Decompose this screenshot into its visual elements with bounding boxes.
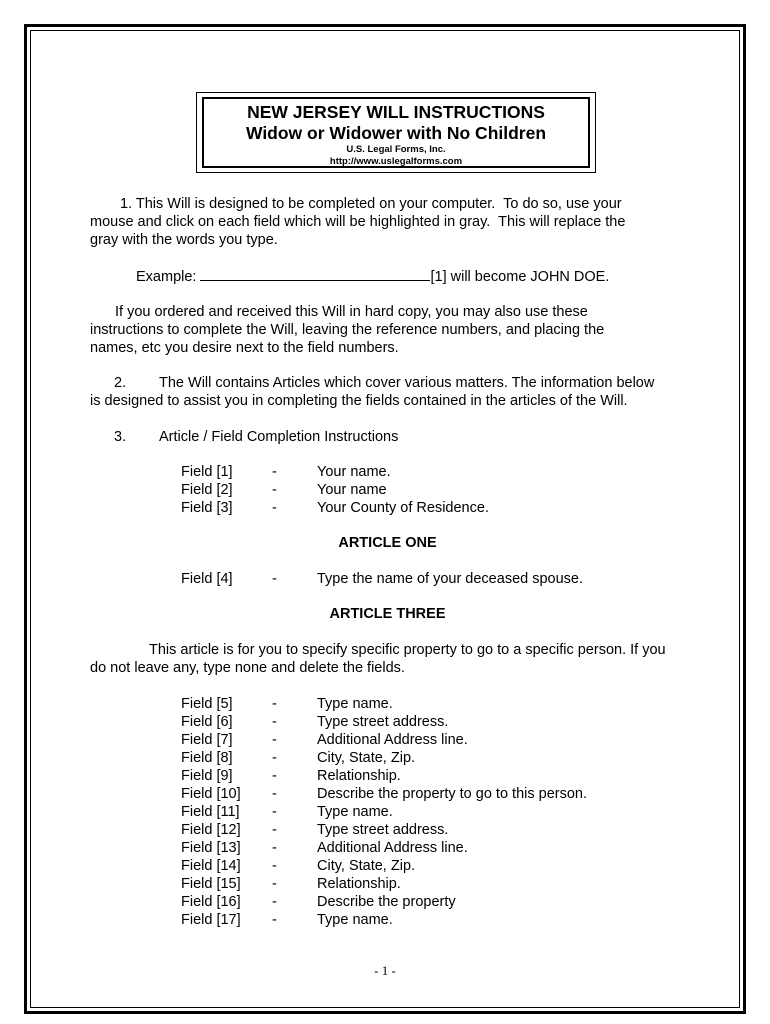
field-dash: - (272, 804, 277, 820)
field-label: Field [3] (181, 500, 233, 516)
field-label: Field [2] (181, 482, 233, 498)
field-dash: - (272, 500, 277, 516)
field-dash: - (272, 822, 277, 838)
field-dash: - (272, 912, 277, 928)
field-description: Describe the property to go to this person. (317, 786, 588, 802)
field-label: Field [8] (181, 750, 233, 766)
intro-p2-line1: If you ordered and received this Will in hard copy, you may also use these (115, 304, 588, 320)
field-label: Field [11] (181, 804, 240, 820)
example-line (136, 267, 609, 286)
intro-p3-num: 2. (114, 375, 127, 391)
article-three-heading: ARTICLE THREE (329, 606, 446, 622)
field-description: Relationship. (317, 876, 401, 892)
intro-p3-line1: The Will contains Articles which cover various matters. The information below (159, 375, 655, 391)
company-name: U.S. Legal Forms, Inc. (346, 144, 446, 155)
example-result: [1] will become JOHN DOE. (430, 269, 610, 285)
field-label: Field [15] (181, 876, 241, 892)
field-dash: - (272, 464, 277, 480)
company-url: http://www.uslegalforms.com (329, 156, 463, 167)
field-label: Field [7] (181, 732, 233, 748)
field-label: Field [17] (181, 912, 241, 928)
example-label: Example: (136, 269, 197, 285)
intro-p1-line3: gray with the words you type. (90, 232, 278, 248)
field-description: Additional Address line. (317, 732, 468, 748)
field-dash: - (272, 786, 277, 802)
field-label: Field [9] (181, 768, 233, 784)
article-one-heading: ARTICLE ONE (338, 535, 437, 551)
field-label: Field [10] (181, 786, 241, 802)
field-description: Your name. (317, 464, 391, 480)
intro-p1-line2: mouse and click on each field which will be highlighted in gray. This will replace the (90, 214, 626, 230)
field-description: City, State, Zip. (317, 750, 416, 766)
page-number: - 1 - (374, 963, 396, 978)
field-label: Field [16] (181, 894, 241, 910)
title-box (202, 97, 590, 168)
field-description: Additional Address line. (317, 840, 468, 856)
field-dash: - (272, 714, 277, 730)
field-label: Field [12] (181, 822, 241, 838)
field-description: Type the name of your deceased spouse. (317, 571, 584, 587)
field-description: Type street address. (317, 714, 449, 730)
intro-p1-line1: 1. This Will is designed to be completed on your computer. To do so, use your (120, 196, 622, 212)
document-title: NEW JERSEY WILL INSTRUCTIONS (247, 102, 545, 122)
field-description: Relationship. (317, 768, 401, 784)
article-three-text-line1: This article is for you to specify specific property to go to a specific person. If you (149, 642, 666, 658)
field-dash: - (272, 571, 277, 587)
field-description: Describe the property (317, 894, 456, 910)
field-dash: - (272, 840, 277, 856)
field-label: Field [14] (181, 858, 241, 874)
field-dash: - (272, 876, 277, 892)
field-description: Type name. (317, 912, 393, 928)
field-label: Field [6] (181, 714, 233, 730)
article-three-text-line2: do not leave any, type none and delete the fields. (90, 660, 405, 676)
field-description: City, State, Zip. (317, 858, 416, 874)
field-dash: - (272, 482, 277, 498)
field-dash: - (272, 768, 277, 784)
intro-p4-text: Article / Field Completion Instructions (159, 429, 399, 445)
field-description: Type name. (317, 696, 393, 712)
field-description: Your name (317, 482, 387, 498)
intro-p4-num: 3. (114, 429, 127, 445)
intro-p3-line2: is designed to assist you in completing the fields contained in the articles of the Will. (90, 393, 628, 409)
field-dash: - (272, 732, 277, 748)
field-label: Field [5] (181, 696, 233, 712)
field-dash: - (272, 858, 277, 874)
field-description: Type name. (317, 804, 393, 820)
intro-p2-line2: instructions to complete the Will, leaving the reference numbers, and placing the (90, 322, 605, 338)
document-subtitle: Widow or Widower with No Children (245, 123, 547, 143)
example-blank (200, 267, 430, 281)
field-label: Field [4] (181, 571, 233, 587)
field-dash: - (272, 750, 277, 766)
field-label: Field [13] (181, 840, 241, 856)
intro-p2-line3: names, etc you desire next to the field numbers. (90, 340, 399, 356)
field-description: Type street address. (317, 822, 449, 838)
field-dash: - (272, 696, 277, 712)
field-dash: - (272, 894, 277, 910)
field-label: Field [1] (181, 464, 233, 480)
field-description: Your County of Residence. (317, 500, 489, 516)
